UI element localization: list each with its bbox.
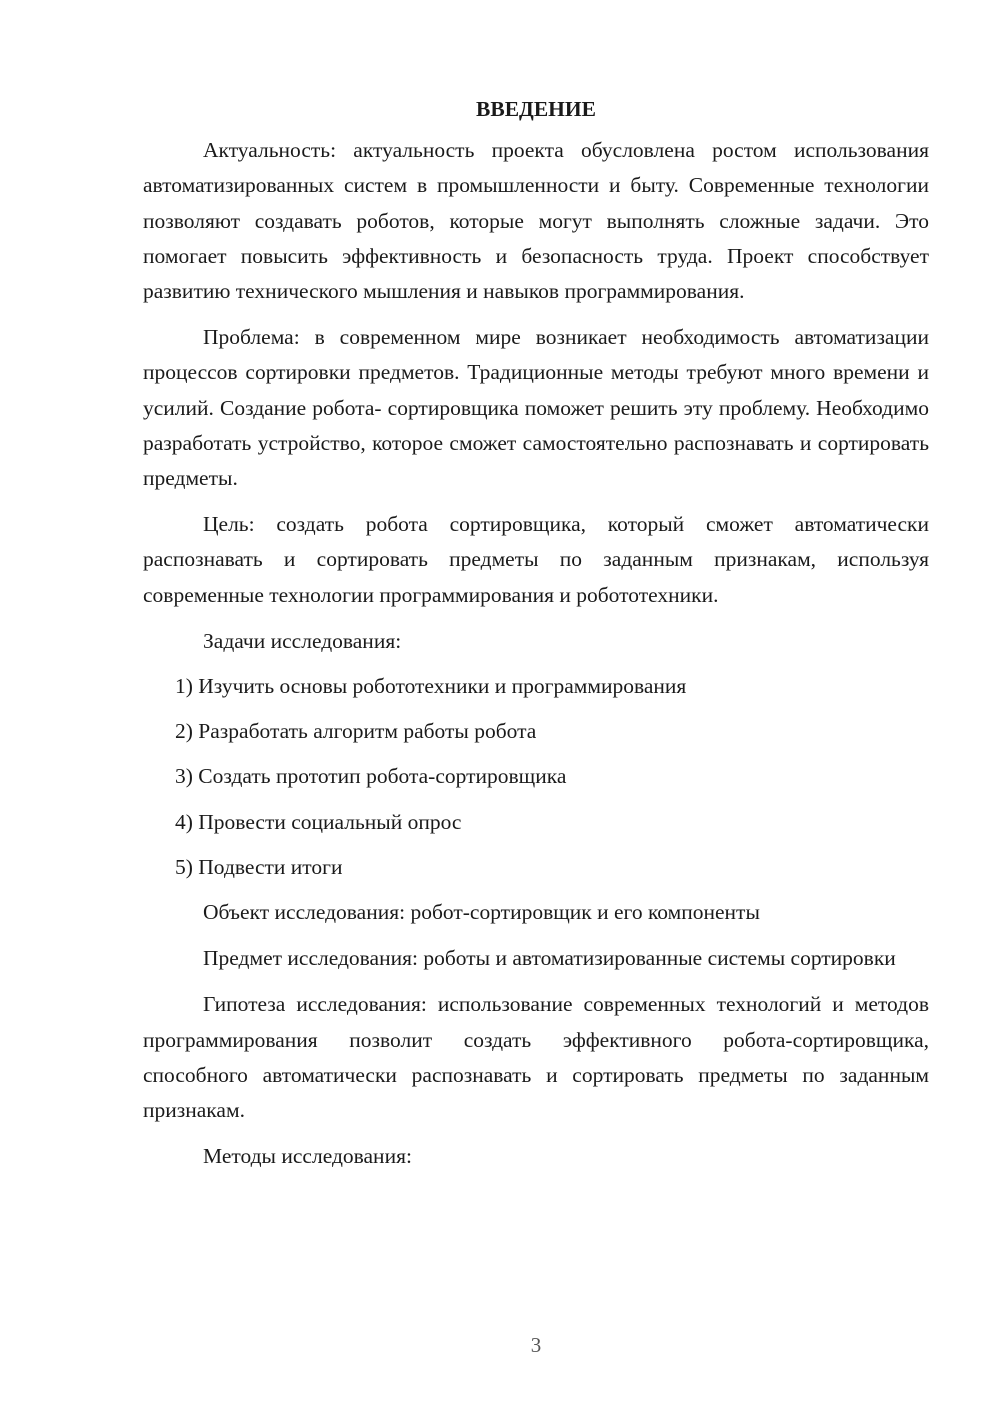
paragraph-object: Объект исследования: робот-сортировщик и его компоненты bbox=[203, 900, 760, 925]
paragraph-relevance: Актуальность: актуальность проекта обусловлена ростом использования автоматизированных систем в промышленности и быту. Современные технологии позволяют создавать роботов, которые могут выполнять сложные задачи. Это помогает повысить эффективность и безопасность труда. Проект способствует развитию технического мышления и навыков программирования. bbox=[143, 138, 929, 304]
document-page bbox=[143, 92, 929, 1184]
paragraph-hypothesis: Гипотеза исследования: использование современных технологий и методов программирования позволит создать эффективного робота-сортировщика, способного автоматически распознавать и сортировать предметы по заданным признакам. bbox=[143, 992, 929, 1123]
task-item: 3) Создать прототип робота-сортировщика bbox=[175, 764, 567, 789]
task-item: 2) Разработать алгоритм работы робота bbox=[175, 719, 537, 744]
section-title: ВВЕДЕНИЕ bbox=[476, 97, 596, 121]
paragraph-problem: Проблема: в современном мире возникает необходимость автоматизации процессов сортировки предметов. Традиционные методы требуют много времени и усилий. Создание робота- сортировщика поможет решить эту проблему. Необходимо разработать устройство, которое сможет самостоятельно распознавать и сортировать предметы. bbox=[143, 325, 929, 491]
task-item: 4) Провести социальный опрос bbox=[175, 809, 462, 834]
paragraph-goal: Цель: создать робота сортировщика, который сможет автоматически распознавать и сортировать предметы по заданным признакам, используя современные технологии программирования и робототехники. bbox=[143, 512, 929, 607]
page-number: 3 bbox=[530, 1333, 542, 1357]
tasks-list bbox=[143, 669, 929, 885]
methods-heading: Методы исследования: bbox=[203, 1144, 412, 1169]
tasks-heading: Задачи исследования: bbox=[203, 628, 402, 653]
task-item: 5) Подвести итоги bbox=[175, 854, 343, 879]
task-item: 1) Изучить основы робототехники и программирования bbox=[175, 674, 687, 699]
paragraph-subject: Предмет исследования: роботы и автоматизированные системы сортировки bbox=[203, 946, 896, 971]
